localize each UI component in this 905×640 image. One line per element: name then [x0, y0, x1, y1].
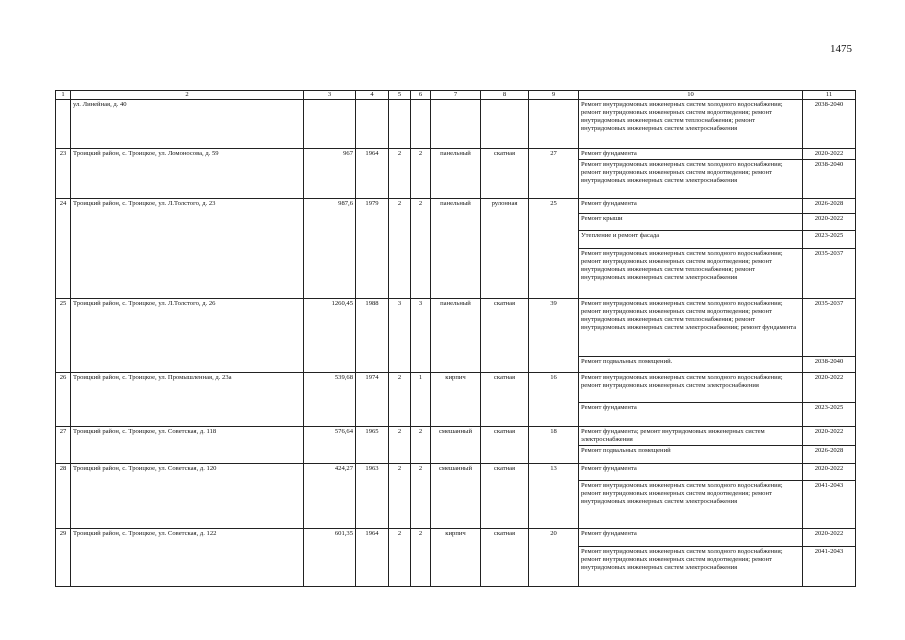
apartments-cell: 25: [529, 198, 579, 298]
row-number: 28: [56, 463, 71, 528]
entrances-cell: 3: [411, 298, 431, 372]
work-type-cell: Ремонт подвальных помещений.: [579, 356, 803, 372]
floors-cell: 2: [389, 463, 411, 528]
column-header: 2: [71, 91, 304, 100]
period-cell: 2038-2040: [803, 159, 856, 198]
floors-cell: 2: [389, 198, 411, 298]
work-type-cell: Утепление и ремонт фасада: [579, 230, 803, 248]
column-header: 1: [56, 91, 71, 100]
apartments-cell: 39: [529, 298, 579, 372]
period-cell: 2038-2040: [803, 356, 856, 372]
row-number: 24: [56, 198, 71, 298]
table-row: [56, 198, 856, 213]
roof-type-cell: скатная: [481, 463, 529, 528]
column-header: 3: [304, 91, 356, 100]
work-type-cell: Ремонт фундамента; ремонт внутридомовых инженерных систем электроснабжения: [579, 426, 803, 445]
year-cell: [356, 99, 389, 148]
row-number: 25: [56, 298, 71, 372]
work-type-cell: Ремонт фундамента: [579, 463, 803, 480]
period-cell: 2041-2043: [803, 546, 856, 586]
table-row: [56, 99, 856, 148]
period-cell: 2020-2022: [803, 426, 856, 445]
year-cell: 1974: [356, 372, 389, 426]
apartments-cell: 13: [529, 463, 579, 528]
wall-material-cell: [431, 99, 481, 148]
period-cell: 2041-2043: [803, 480, 856, 528]
table-row: [56, 372, 856, 402]
floors-cell: [389, 99, 411, 148]
period-cell: 2026-2028: [803, 198, 856, 213]
period-cell: 2026-2028: [803, 445, 856, 463]
wall-material-cell: смешанный: [431, 463, 481, 528]
work-type-cell: Ремонт внутридомовых инженерных систем холодного водоснабжения; ремонт внутридомовых инженерных систем водоотведения; ремонт внутридомовых инженерных систем теплоснабжения; ремонт внутридомовых инженерных систем электроснабжения; ремонт фундамента: [579, 298, 803, 356]
page-number: 1475: [830, 43, 852, 55]
row-number: 23: [56, 148, 71, 198]
table-row: [56, 463, 856, 480]
area-cell: 424,27: [304, 463, 356, 528]
work-type-cell: Ремонт внутридомовых инженерных систем холодного водоснабжения; ремонт внутридомовых инженерных систем электроснабжения: [579, 372, 803, 402]
column-number-row: [56, 91, 856, 100]
wall-material-cell: кирпич: [431, 372, 481, 426]
apartments-cell: 20: [529, 528, 579, 586]
year-cell: 1988: [356, 298, 389, 372]
area-cell: 576,64: [304, 426, 356, 463]
wall-material-cell: панельный: [431, 198, 481, 298]
floors-cell: 2: [389, 426, 411, 463]
roof-type-cell: скатная: [481, 148, 529, 198]
area-cell: 987,6: [304, 198, 356, 298]
work-type-cell: Ремонт фундамента: [579, 148, 803, 159]
period-cell: 2038-2040: [803, 99, 856, 148]
roof-type-cell: скатная: [481, 528, 529, 586]
entrances-cell: 2: [411, 528, 431, 586]
period-cell: 2035-2037: [803, 248, 856, 298]
roof-type-cell: скатная: [481, 298, 529, 372]
address-cell: Троицкий район, с. Троицкое, ул. Советская, д. 120: [71, 463, 304, 528]
table-row: [56, 426, 856, 445]
wall-material-cell: панельный: [431, 148, 481, 198]
column-header: 5: [389, 91, 411, 100]
wall-material-cell: кирпич: [431, 528, 481, 586]
address-cell: Троицкий район, с. Троицкое, ул. Л.Толстого, д. 23: [71, 198, 304, 298]
year-cell: 1979: [356, 198, 389, 298]
work-type-cell: Ремонт крыши: [579, 213, 803, 230]
floors-cell: 2: [389, 372, 411, 426]
year-cell: 1964: [356, 148, 389, 198]
address-cell: Троицкий район, с. Троицкое, ул. Промышленная, д. 23а: [71, 372, 304, 426]
apartments-cell: 27: [529, 148, 579, 198]
address-cell: Троицкий район, с. Троицкое, ул. Ломоносова, д. 59: [71, 148, 304, 198]
column-header: 7: [431, 91, 481, 100]
work-type-cell: Ремонт фундамента: [579, 528, 803, 546]
area-cell: 1260,45: [304, 298, 356, 372]
area-cell: 601,35: [304, 528, 356, 586]
area-cell: 967: [304, 148, 356, 198]
period-cell: 2020-2022: [803, 148, 856, 159]
apartments-cell: 16: [529, 372, 579, 426]
period-cell: 2020-2022: [803, 528, 856, 546]
row-number: 27: [56, 426, 71, 463]
work-type-cell: Ремонт фундамента: [579, 198, 803, 213]
column-header: 9: [529, 91, 579, 100]
period-cell: 2023-2025: [803, 230, 856, 248]
address-cell: Троицкий район, с. Троицкое, ул. Советская, д. 118: [71, 426, 304, 463]
floors-cell: 2: [389, 528, 411, 586]
work-type-cell: Ремонт внутридомовых инженерных систем холодного водоснабжения; ремонт внутридомовых инженерных систем водоотведения; ремонт внутридомовых инженерных систем электроснабжения: [579, 159, 803, 198]
row-number: 26: [56, 372, 71, 426]
column-header: 6: [411, 91, 431, 100]
apartments-cell: 18: [529, 426, 579, 463]
year-cell: 1965: [356, 426, 389, 463]
work-type-cell: Ремонт фундамента: [579, 402, 803, 426]
work-type-cell: Ремонт внутридомовых инженерных систем холодного водоснабжения; ремонт внутридомовых инженерных систем водоотведения; ремонт внутридомовых инженерных систем теплоснабжения; ремонт внутридомовых инженерных систем электроснабжения: [579, 248, 803, 298]
work-type-cell: Ремонт внутридомовых инженерных систем холодного водоснабжения; ремонт внутридомовых инженерных систем водоотведения; ремонт внутридомовых инженерных систем электроснабжения: [579, 546, 803, 586]
table-row: [56, 148, 856, 159]
roof-type-cell: скатная: [481, 372, 529, 426]
column-header: 10: [579, 91, 803, 100]
entrances-cell: [411, 99, 431, 148]
address-cell: Троицкий район, с. Троицкое, ул. Л.Толстого, д. 26: [71, 298, 304, 372]
entrances-cell: 2: [411, 463, 431, 528]
column-header: 11: [803, 91, 856, 100]
entrances-cell: 2: [411, 198, 431, 298]
apartments-cell: [529, 99, 579, 148]
housing-repair-table: [55, 90, 856, 587]
table-row: [56, 298, 856, 356]
period-cell: 2035-2037: [803, 298, 856, 356]
period-cell: 2020-2022: [803, 213, 856, 230]
year-cell: 1963: [356, 463, 389, 528]
table-row: [56, 528, 856, 546]
roof-type-cell: рулонная: [481, 198, 529, 298]
roof-type-cell: [481, 99, 529, 148]
work-type-cell: Ремонт внутридомовых инженерных систем холодного водоснабжения; ремонт внутридомовых инженерных систем водоотведения; ремонт внутридомовых инженерных систем электроснабжения: [579, 480, 803, 528]
row-number: 29: [56, 528, 71, 586]
column-header: 4: [356, 91, 389, 100]
floors-cell: 2: [389, 148, 411, 198]
period-cell: 2023-2025: [803, 402, 856, 426]
address-cell: Троицкий район, с. Троицкое, ул. Советская, д. 122: [71, 528, 304, 586]
wall-material-cell: смешанный: [431, 426, 481, 463]
area-cell: 539,68: [304, 372, 356, 426]
column-header: 8: [481, 91, 529, 100]
wall-material-cell: панельный: [431, 298, 481, 372]
work-type-cell: Ремонт внутридомовых инженерных систем холодного водоснабжения; ремонт внутридомовых инженерных систем водоотведения; ремонт внутридомовых инженерных систем теплоснабжения; ремонт внутридомовых инженерных систем электроснабжения: [579, 99, 803, 148]
period-cell: 2020-2022: [803, 372, 856, 402]
entrances-cell: 2: [411, 426, 431, 463]
area-cell: [304, 99, 356, 148]
row-number: [56, 99, 71, 148]
work-type-cell: Ремонт подвальных помещений: [579, 445, 803, 463]
roof-type-cell: скатная: [481, 426, 529, 463]
entrances-cell: 1: [411, 372, 431, 426]
entrances-cell: 2: [411, 148, 431, 198]
year-cell: 1964: [356, 528, 389, 586]
period-cell: 2020-2022: [803, 463, 856, 480]
floors-cell: 3: [389, 298, 411, 372]
address-cell: ул. Линейная, д. 40: [71, 99, 304, 148]
